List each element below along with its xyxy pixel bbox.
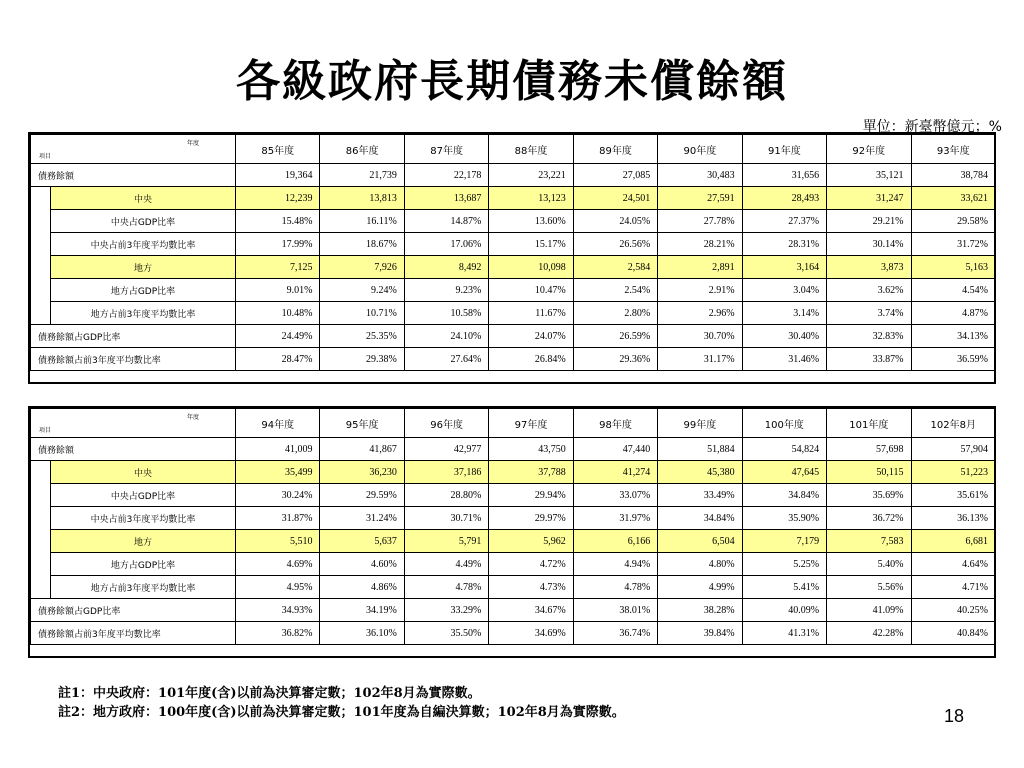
value-cell: 41,009	[236, 438, 320, 461]
value-cell: 33.87%	[827, 348, 911, 371]
value-cell: 17.06%	[404, 233, 488, 256]
value-cell: 36.13%	[911, 507, 996, 530]
value-cell: 2.96%	[658, 302, 742, 325]
value-cell: 33,621	[911, 187, 996, 210]
table-row	[31, 302, 996, 325]
table-row	[31, 164, 996, 187]
indent-cell	[31, 210, 51, 233]
value-cell: 31.72%	[911, 233, 996, 256]
value-cell: 7,125	[236, 256, 320, 279]
value-cell: 51,223	[911, 461, 996, 484]
value-cell: 4.54%	[911, 279, 996, 302]
value-cell: 3,873	[827, 256, 911, 279]
year-header: 94年度	[236, 409, 320, 438]
value-cell: 14.87%	[404, 210, 488, 233]
table-row	[31, 233, 996, 256]
corner-year-label: 年度	[186, 414, 199, 421]
value-cell: 27,085	[573, 164, 657, 187]
value-cell: 4.87%	[911, 302, 996, 325]
value-cell: 41.09%	[827, 599, 911, 622]
corner-cell	[31, 135, 236, 164]
table-row	[31, 484, 996, 507]
row-label: 地方占GDP比率	[51, 279, 236, 302]
value-cell: 30.24%	[236, 484, 320, 507]
value-cell: 19,364	[236, 164, 320, 187]
indent-cell	[31, 461, 51, 484]
table-row	[31, 507, 996, 530]
value-cell: 31.46%	[742, 348, 826, 371]
year-header: 93年度	[911, 135, 996, 164]
value-cell: 4.80%	[658, 553, 742, 576]
row-label: 中央占前3年度平均數比率	[51, 507, 236, 530]
indent-cell	[31, 302, 51, 325]
value-cell: 42,977	[404, 438, 488, 461]
value-cell: 34.67%	[489, 599, 573, 622]
value-cell: 5,163	[911, 256, 996, 279]
value-cell: 30.70%	[658, 325, 742, 348]
year-header: 91年度	[742, 135, 826, 164]
year-header: 99年度	[658, 409, 742, 438]
year-header: 89年度	[573, 135, 657, 164]
value-cell: 39.84%	[658, 622, 742, 645]
value-cell: 22,178	[404, 164, 488, 187]
row-label: 中央占前3年度平均數比率	[51, 233, 236, 256]
value-cell: 38.01%	[573, 599, 657, 622]
value-cell: 36.74%	[573, 622, 657, 645]
table-row	[31, 325, 996, 348]
corner-cell	[31, 409, 236, 438]
value-cell: 8,492	[404, 256, 488, 279]
value-cell: 57,698	[827, 438, 911, 461]
value-cell: 35.61%	[911, 484, 996, 507]
value-cell: 41,274	[573, 461, 657, 484]
value-cell: 29.59%	[320, 484, 404, 507]
value-cell: 32.83%	[827, 325, 911, 348]
page-title: 各級政府長期債務未償餘額	[236, 56, 788, 107]
value-cell: 34.84%	[742, 484, 826, 507]
value-cell: 29.38%	[320, 348, 404, 371]
value-cell: 3.04%	[742, 279, 826, 302]
value-cell: 4.78%	[404, 576, 488, 599]
row-label: 債務餘額占GDP比率	[31, 325, 236, 348]
value-cell: 24.10%	[404, 325, 488, 348]
value-cell: 34.84%	[658, 507, 742, 530]
indent-cell	[31, 553, 51, 576]
value-cell: 50,115	[827, 461, 911, 484]
year-header: 90年度	[658, 135, 742, 164]
value-cell: 28.80%	[404, 484, 488, 507]
value-cell: 31,247	[827, 187, 911, 210]
value-cell: 10,098	[489, 256, 573, 279]
value-cell: 28,493	[742, 187, 826, 210]
value-cell: 9.01%	[236, 279, 320, 302]
value-cell: 31.17%	[658, 348, 742, 371]
row-label: 地方占GDP比率	[51, 553, 236, 576]
indent-cell	[31, 256, 51, 279]
value-cell: 54,824	[742, 438, 826, 461]
value-cell: 4.94%	[573, 553, 657, 576]
year-header: 96年度	[404, 409, 488, 438]
footnote-2: 註2：地方政府：100年度(含)以前為決算審定數；101年度為自編決算數；102年8月為實際數。	[58, 705, 625, 720]
value-cell: 43,750	[489, 438, 573, 461]
value-cell: 25.35%	[320, 325, 404, 348]
value-cell: 18.67%	[320, 233, 404, 256]
row-label: 地方	[51, 530, 236, 553]
value-cell: 38.28%	[658, 599, 742, 622]
value-cell: 24.49%	[236, 325, 320, 348]
value-cell: 37,788	[489, 461, 573, 484]
value-cell: 29.36%	[573, 348, 657, 371]
value-cell: 30.40%	[742, 325, 826, 348]
value-cell: 38,784	[911, 164, 996, 187]
value-cell: 51,884	[658, 438, 742, 461]
year-header: 102年8月	[911, 409, 996, 438]
header-row	[31, 409, 996, 438]
value-cell: 27,591	[658, 187, 742, 210]
value-cell: 35,121	[827, 164, 911, 187]
value-cell: 7,926	[320, 256, 404, 279]
value-cell: 2.80%	[573, 302, 657, 325]
value-cell: 13,813	[320, 187, 404, 210]
value-cell: 29.97%	[489, 507, 573, 530]
value-cell: 10.48%	[236, 302, 320, 325]
year-header: 88年度	[489, 135, 573, 164]
row-label: 債務餘額占GDP比率	[31, 599, 236, 622]
value-cell: 31.87%	[236, 507, 320, 530]
row-label: 債務餘額	[31, 164, 236, 187]
value-cell: 4.95%	[236, 576, 320, 599]
value-cell: 29.58%	[911, 210, 996, 233]
value-cell: 41,867	[320, 438, 404, 461]
value-cell: 30.71%	[404, 507, 488, 530]
value-cell: 13,687	[404, 187, 488, 210]
value-cell: 5.41%	[742, 576, 826, 599]
value-cell: 4.78%	[573, 576, 657, 599]
value-cell: 29.21%	[827, 210, 911, 233]
header-row	[31, 135, 996, 164]
corner-year-label: 年度	[186, 140, 199, 147]
value-cell: 41.31%	[742, 622, 826, 645]
row-label: 中央占GDP比率	[51, 210, 236, 233]
value-cell: 4.60%	[320, 553, 404, 576]
value-cell: 15.48%	[236, 210, 320, 233]
value-cell: 28.47%	[236, 348, 320, 371]
table-row	[31, 461, 996, 484]
value-cell: 6,504	[658, 530, 742, 553]
value-cell: 40.09%	[742, 599, 826, 622]
table-row	[31, 348, 996, 371]
value-cell: 35.69%	[827, 484, 911, 507]
table-row	[31, 279, 996, 302]
value-cell: 40.25%	[911, 599, 996, 622]
footnote-1: 註1：中央政府：101年度(含)以前為決算審定數；102年8月為實際數。	[58, 686, 481, 701]
value-cell: 57,904	[911, 438, 996, 461]
value-cell: 12,239	[236, 187, 320, 210]
value-cell: 34.93%	[236, 599, 320, 622]
value-cell: 2,584	[573, 256, 657, 279]
year-header: 87年度	[404, 135, 488, 164]
value-cell: 33.49%	[658, 484, 742, 507]
value-cell: 47,440	[573, 438, 657, 461]
value-cell: 2.54%	[573, 279, 657, 302]
value-cell: 37,186	[404, 461, 488, 484]
value-cell: 4.99%	[658, 576, 742, 599]
value-cell: 35,499	[236, 461, 320, 484]
value-cell: 3.14%	[742, 302, 826, 325]
value-cell: 36,230	[320, 461, 404, 484]
value-cell: 13.60%	[489, 210, 573, 233]
value-cell: 11.67%	[489, 302, 573, 325]
value-cell: 16.11%	[320, 210, 404, 233]
row-label: 債務餘額占前3年度平均數比率	[31, 348, 236, 371]
value-cell: 35.90%	[742, 507, 826, 530]
value-cell: 9.23%	[404, 279, 488, 302]
debt-table-2	[30, 408, 996, 645]
value-cell: 27.64%	[404, 348, 488, 371]
indent-cell	[31, 233, 51, 256]
value-cell: 26.56%	[573, 233, 657, 256]
value-cell: 2,891	[658, 256, 742, 279]
corner-item-label: 項目	[39, 153, 52, 160]
indent-cell	[31, 576, 51, 599]
row-label: 中央占GDP比率	[51, 484, 236, 507]
table-row	[31, 622, 996, 645]
corner-item-label: 項目	[39, 427, 52, 434]
page-number: 18	[943, 706, 964, 726]
value-cell: 31.24%	[320, 507, 404, 530]
value-cell: 26.84%	[489, 348, 573, 371]
table-row	[31, 530, 996, 553]
value-cell: 33.29%	[404, 599, 488, 622]
row-label: 中央	[51, 187, 236, 210]
row-label: 地方	[51, 256, 236, 279]
value-cell: 15.17%	[489, 233, 573, 256]
value-cell: 28.31%	[742, 233, 826, 256]
value-cell: 31,656	[742, 164, 826, 187]
value-cell: 2.91%	[658, 279, 742, 302]
value-cell: 5.40%	[827, 553, 911, 576]
year-header: 92年度	[827, 135, 911, 164]
value-cell: 4.72%	[489, 553, 573, 576]
indent-cell	[31, 530, 51, 553]
year-header: 101年度	[827, 409, 911, 438]
value-cell: 5.25%	[742, 553, 826, 576]
value-cell: 24.07%	[489, 325, 573, 348]
year-header: 97年度	[489, 409, 573, 438]
value-cell: 34.19%	[320, 599, 404, 622]
debt-table-1	[30, 134, 996, 371]
indent-cell	[31, 187, 51, 210]
row-label: 中央	[51, 461, 236, 484]
table-row	[31, 256, 996, 279]
value-cell: 4.69%	[236, 553, 320, 576]
value-cell: 34.69%	[489, 622, 573, 645]
value-cell: 6,166	[573, 530, 657, 553]
value-cell: 17.99%	[236, 233, 320, 256]
year-header: 95年度	[320, 409, 404, 438]
value-cell: 28.21%	[658, 233, 742, 256]
row-label: 債務餘額	[31, 438, 236, 461]
value-cell: 45,380	[658, 461, 742, 484]
value-cell: 5,791	[404, 530, 488, 553]
value-cell: 26.59%	[573, 325, 657, 348]
table-row	[31, 576, 996, 599]
year-header: 85年度	[236, 135, 320, 164]
table-row	[31, 438, 996, 461]
indent-cell	[31, 279, 51, 302]
value-cell: 10.58%	[404, 302, 488, 325]
indent-cell	[31, 484, 51, 507]
value-cell: 4.86%	[320, 576, 404, 599]
table-row	[31, 599, 996, 622]
value-cell: 9.24%	[320, 279, 404, 302]
value-cell: 30,483	[658, 164, 742, 187]
value-cell: 30.14%	[827, 233, 911, 256]
value-cell: 5,962	[489, 530, 573, 553]
footnotes	[58, 684, 625, 722]
value-cell: 40.84%	[911, 622, 996, 645]
value-cell: 4.73%	[489, 576, 573, 599]
year-header: 86年度	[320, 135, 404, 164]
value-cell: 5,637	[320, 530, 404, 553]
value-cell: 7,583	[827, 530, 911, 553]
value-cell: 4.64%	[911, 553, 996, 576]
value-cell: 27.37%	[742, 210, 826, 233]
value-cell: 34.13%	[911, 325, 996, 348]
value-cell: 3.62%	[827, 279, 911, 302]
year-header: 98年度	[573, 409, 657, 438]
indent-cell	[31, 507, 51, 530]
value-cell: 5,510	[236, 530, 320, 553]
table-row	[31, 187, 996, 210]
row-label: 地方占前3年度平均數比率	[51, 302, 236, 325]
value-cell: 4.49%	[404, 553, 488, 576]
value-cell: 10.71%	[320, 302, 404, 325]
value-cell: 42.28%	[827, 622, 911, 645]
unit-label: 單位：新臺幣億元；%	[862, 119, 1002, 135]
row-label: 債務餘額占前3年度平均數比率	[31, 622, 236, 645]
value-cell: 21,739	[320, 164, 404, 187]
value-cell: 13,123	[489, 187, 573, 210]
table-row	[31, 210, 996, 233]
value-cell: 6,681	[911, 530, 996, 553]
value-cell: 4.71%	[911, 576, 996, 599]
table-row	[31, 553, 996, 576]
value-cell: 36.10%	[320, 622, 404, 645]
value-cell: 31.97%	[573, 507, 657, 530]
value-cell: 47,645	[742, 461, 826, 484]
value-cell: 3.74%	[827, 302, 911, 325]
value-cell: 35.50%	[404, 622, 488, 645]
value-cell: 36.82%	[236, 622, 320, 645]
value-cell: 10.47%	[489, 279, 573, 302]
value-cell: 24.05%	[573, 210, 657, 233]
row-label: 地方占前3年度平均數比率	[51, 576, 236, 599]
value-cell: 7,179	[742, 530, 826, 553]
value-cell: 24,501	[573, 187, 657, 210]
value-cell: 5.56%	[827, 576, 911, 599]
value-cell: 36.59%	[911, 348, 996, 371]
value-cell: 29.94%	[489, 484, 573, 507]
value-cell: 3,164	[742, 256, 826, 279]
value-cell: 36.72%	[827, 507, 911, 530]
value-cell: 27.78%	[658, 210, 742, 233]
value-cell: 33.07%	[573, 484, 657, 507]
value-cell: 23,221	[489, 164, 573, 187]
year-header: 100年度	[742, 409, 826, 438]
